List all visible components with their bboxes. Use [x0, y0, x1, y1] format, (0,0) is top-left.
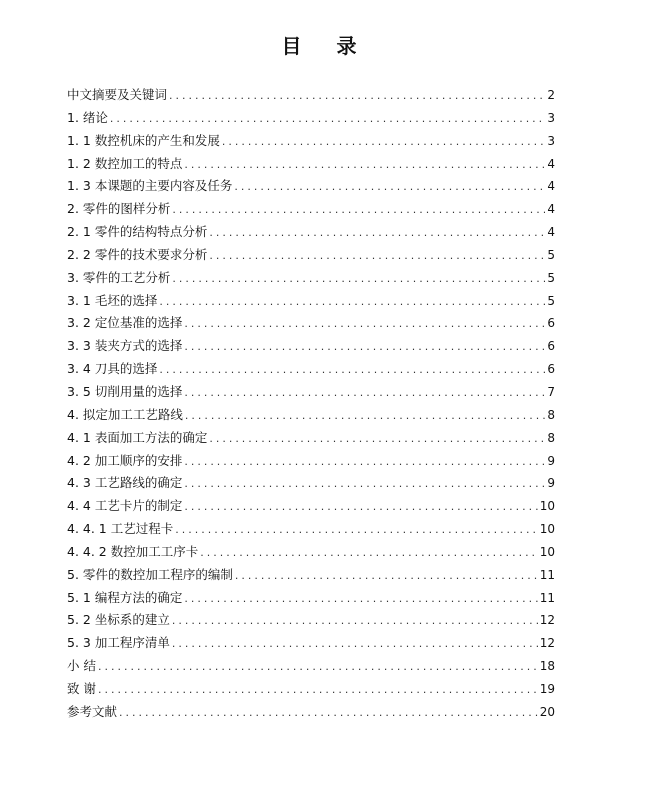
toc-entry-label: 1. 1 数控机床的产生和发展	[67, 132, 220, 148]
toc-entry-page-number: 20	[539, 704, 555, 719]
toc-entry[interactable]	[67, 221, 555, 244]
toc-entry-label: 3. 零件的工艺分析	[67, 269, 171, 285]
toc-entry-page-number: 19	[539, 681, 555, 696]
toc-entry-page-number: 8	[547, 407, 555, 422]
toc-dot-leader	[184, 154, 545, 177]
toc-entry[interactable]	[67, 518, 555, 541]
toc-dot-leader	[184, 496, 537, 519]
toc-entry-label: 1. 3 本课题的主要内容及任务	[67, 178, 233, 194]
toc-entry-label: 2. 零件的图样分析	[67, 201, 171, 217]
toc-entry-page-number: 3	[547, 110, 555, 125]
toc-entry-label: 小 结	[67, 658, 96, 674]
toc-dot-leader	[172, 268, 545, 291]
toc-dot-leader	[234, 176, 545, 199]
toc-entry[interactable]	[67, 564, 555, 587]
toc-entry-page-number: 6	[547, 339, 555, 354]
toc-dot-leader	[159, 359, 545, 382]
toc-dot-leader	[110, 108, 545, 131]
toc-entry[interactable]	[67, 587, 555, 610]
toc-entry-label: 4. 2 加工顺序的安排	[67, 452, 183, 468]
toc-entry[interactable]	[67, 381, 555, 404]
table-of-contents	[67, 84, 555, 724]
toc-entry[interactable]	[67, 358, 555, 381]
toc-dot-leader	[222, 131, 546, 154]
toc-dot-leader	[184, 313, 545, 336]
toc-dot-leader	[184, 588, 537, 611]
toc-entry-label: 4. 4. 2 数控加工工序卡	[67, 543, 199, 559]
toc-entry-label: 2. 1 零件的结构特点分析	[67, 224, 208, 240]
toc-entry[interactable]	[67, 335, 555, 358]
toc-entry-page-number: 7	[547, 384, 555, 399]
toc-entry-page-number: 4	[547, 225, 555, 240]
toc-entry[interactable]	[67, 678, 555, 701]
toc-entry[interactable]	[67, 290, 555, 313]
toc-entry[interactable]	[67, 267, 555, 290]
toc-entry-page-number: 5	[547, 293, 555, 308]
toc-entry-label: 中文摘要及关键词	[67, 87, 168, 102]
toc-entry-page-number: 10	[539, 544, 555, 559]
toc-entry[interactable]	[67, 632, 555, 655]
toc-dot-leader	[200, 542, 537, 565]
toc-dot-leader	[184, 336, 545, 359]
toc-entry-label: 参考文献	[67, 703, 118, 719]
toc-entry-page-number: 8	[547, 430, 555, 445]
toc-entry-page-number: 3	[547, 133, 555, 148]
toc-dot-leader	[175, 519, 537, 542]
toc-dot-leader	[172, 610, 538, 633]
toc-entry-page-number: 4	[547, 179, 555, 194]
toc-dot-leader	[172, 199, 545, 222]
toc-dot-leader	[98, 679, 538, 702]
toc-entry-page-number: 6	[547, 362, 555, 377]
toc-entry-label: 3. 4 刀具的选择	[67, 361, 158, 377]
toc-entry-page-number: 5	[547, 247, 555, 262]
toc-entry-label: 2. 2 零件的技术要求分析	[67, 246, 208, 262]
toc-entry[interactable]	[67, 244, 555, 267]
toc-entry-label: 5. 1 编程方法的确定	[67, 589, 183, 605]
toc-entry-page-number: 10	[539, 499, 555, 514]
toc-entry-page-number: 11	[539, 590, 555, 605]
toc-dot-leader	[169, 85, 545, 108]
toc-entry-label: 3. 5 切削用量的选择	[67, 383, 183, 399]
page-title: 目 录	[281, 34, 371, 58]
toc-entry-page-number: 6	[547, 316, 555, 331]
toc-entry-page-number: 18	[539, 659, 555, 674]
toc-dot-leader	[209, 222, 545, 245]
toc-entry[interactable]	[67, 175, 555, 198]
toc-entry[interactable]	[67, 495, 555, 518]
toc-entry-label: 5. 3 加工程序清单	[67, 635, 170, 651]
toc-dot-leader	[119, 702, 538, 725]
toc-entry[interactable]	[67, 655, 555, 678]
toc-entry-label: 4. 4 工艺卡片的制定	[67, 498, 183, 514]
toc-entry[interactable]	[67, 84, 555, 107]
toc-dot-leader	[185, 405, 545, 428]
toc-dot-leader	[184, 382, 545, 405]
toc-entry-label: 3. 2 定位基准的选择	[67, 315, 183, 331]
toc-entry-label: 4. 4. 1 工艺过程卡	[67, 521, 174, 537]
toc-entry-page-number: 10	[539, 522, 555, 537]
toc-entry-label: 3. 1 毛坯的选择	[67, 292, 158, 308]
toc-dot-leader	[159, 291, 545, 314]
toc-entry-page-number: 9	[547, 476, 555, 491]
toc-entry-label: 4. 3 工艺路线的确定	[67, 475, 183, 491]
toc-entry-label: 5. 2 坐标系的建立	[67, 612, 170, 628]
toc-entry-page-number: 4	[547, 202, 555, 217]
toc-entry[interactable]	[67, 198, 555, 221]
toc-entry-label: 致 谢	[67, 680, 96, 696]
toc-entry[interactable]	[67, 312, 555, 335]
toc-entry-label: 1. 绪论	[67, 109, 108, 125]
toc-entry-page-number: 12	[539, 613, 555, 628]
toc-dot-leader	[172, 633, 538, 656]
toc-entry-page-number: 9	[547, 453, 555, 468]
toc-entry-page-number: 11	[539, 567, 555, 582]
toc-entry[interactable]	[67, 701, 555, 724]
toc-entry-label: 4. 1 表面加工方法的确定	[67, 429, 208, 445]
toc-entry[interactable]	[67, 153, 555, 176]
toc-entry-label: 3. 3 装夹方式的选择	[67, 338, 183, 354]
toc-entry[interactable]	[67, 427, 555, 450]
toc-entry-page-number: 4	[547, 156, 555, 171]
toc-dot-leader	[184, 451, 545, 474]
toc-entry-label: 4. 拟定加工工艺路线	[67, 406, 183, 422]
toc-entry[interactable]	[67, 107, 555, 130]
toc-dot-leader	[184, 473, 545, 496]
toc-dot-leader	[235, 565, 538, 588]
toc-entry[interactable]	[67, 609, 555, 632]
toc-entry-label: 5. 零件的数控加工程序的编制	[67, 566, 233, 582]
toc-entry[interactable]	[67, 450, 555, 473]
toc-entry[interactable]	[67, 130, 555, 153]
toc-dot-leader	[209, 245, 545, 268]
toc-dot-leader	[209, 428, 545, 451]
toc-entry-page-number: 2	[547, 88, 555, 102]
toc-entry-page-number: 5	[547, 270, 555, 285]
toc-entry[interactable]	[67, 472, 555, 495]
toc-entry[interactable]	[67, 541, 555, 564]
toc-dot-leader	[98, 656, 538, 679]
toc-entry-label: 1. 2 数控加工的特点	[67, 155, 183, 171]
toc-entry[interactable]	[67, 404, 555, 427]
toc-entry-page-number: 12	[539, 636, 555, 651]
